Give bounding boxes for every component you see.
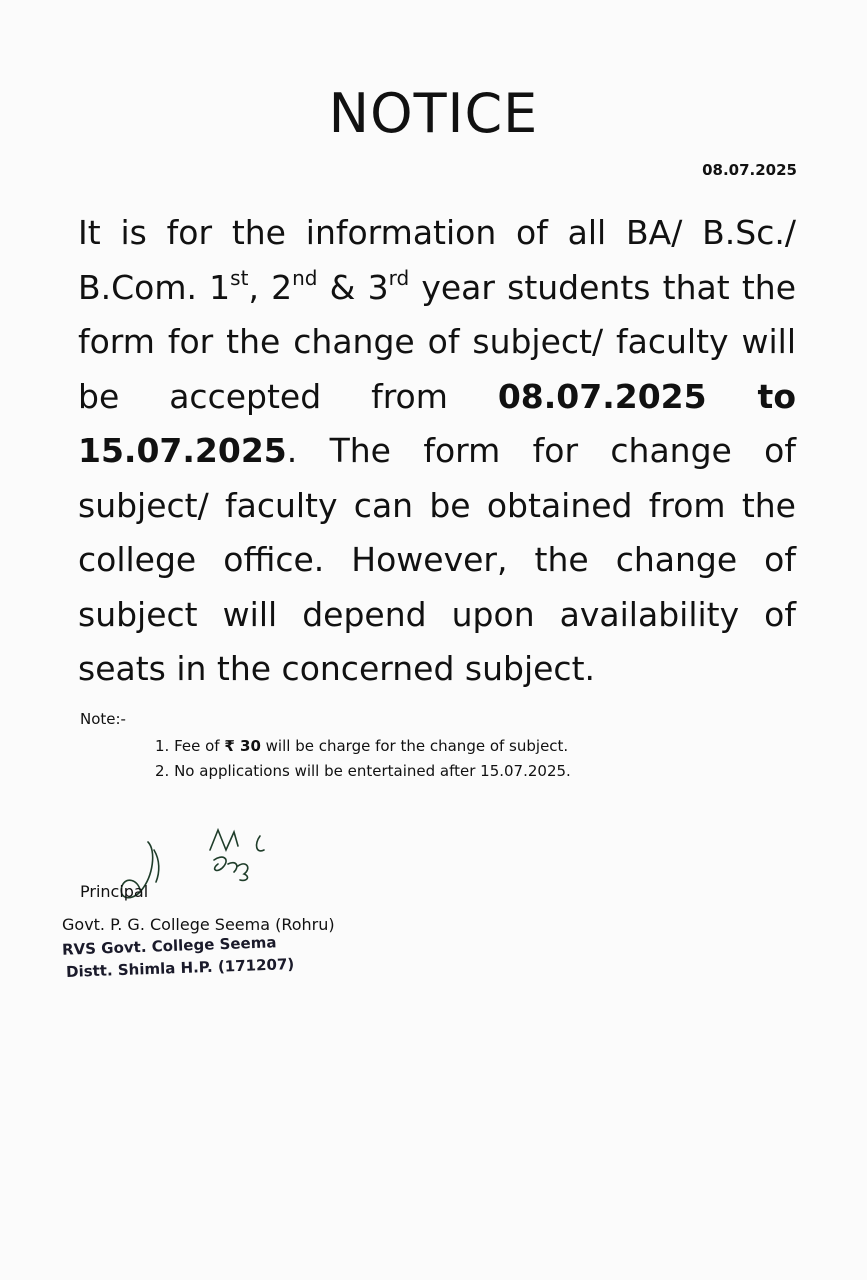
body-text-1: It is for the information of all BA/ B.Sc./ B.Com. 1 [78, 213, 796, 307]
ordinal-nd: nd [292, 265, 318, 290]
note-1-suffix: will be charge for the change of subject. [260, 737, 569, 755]
note-label: Note:- [80, 710, 126, 728]
note-list [155, 734, 571, 784]
college-name: Govt. P. G. College Seema (Rohru) [62, 915, 335, 934]
body-text-3: & 3 [317, 267, 389, 307]
notice-date: 08.07.2025 [702, 161, 797, 179]
ordinal-rd: rd [388, 265, 410, 290]
stamp-line-2: Distt. Shimla H.P. (171207) [65, 955, 295, 981]
principal-label: Principal [80, 882, 149, 901]
ordinal-st: st [230, 265, 249, 290]
body-text-2: , 2 [248, 267, 293, 307]
signature-block [0, 820, 867, 1000]
rupee-icon: ₹ [224, 737, 235, 755]
notice-title: NOTICE [328, 82, 539, 145]
fee-amount: 30 [234, 737, 261, 755]
body-text-5: . The form for change of subject/ faculty can be obtained from the college office. However, the change of subject will depend upon availability of seats in the concerned subject. [78, 431, 796, 688]
note-item-deadline: 2. No applications will be entertained after 15.07.2025. [155, 762, 571, 780]
date-range: 08.07.2025 to 15.07.2025 [78, 376, 796, 470]
stamp-line-1: RVS Govt. College Seema [61, 933, 277, 959]
notice-body [78, 206, 796, 697]
body-text-4: year students that the form for the change of subject/ faculty will be accepted from [78, 267, 796, 416]
note-1-prefix: 1. Fee of [155, 737, 225, 755]
note-item-fee [155, 734, 571, 759]
